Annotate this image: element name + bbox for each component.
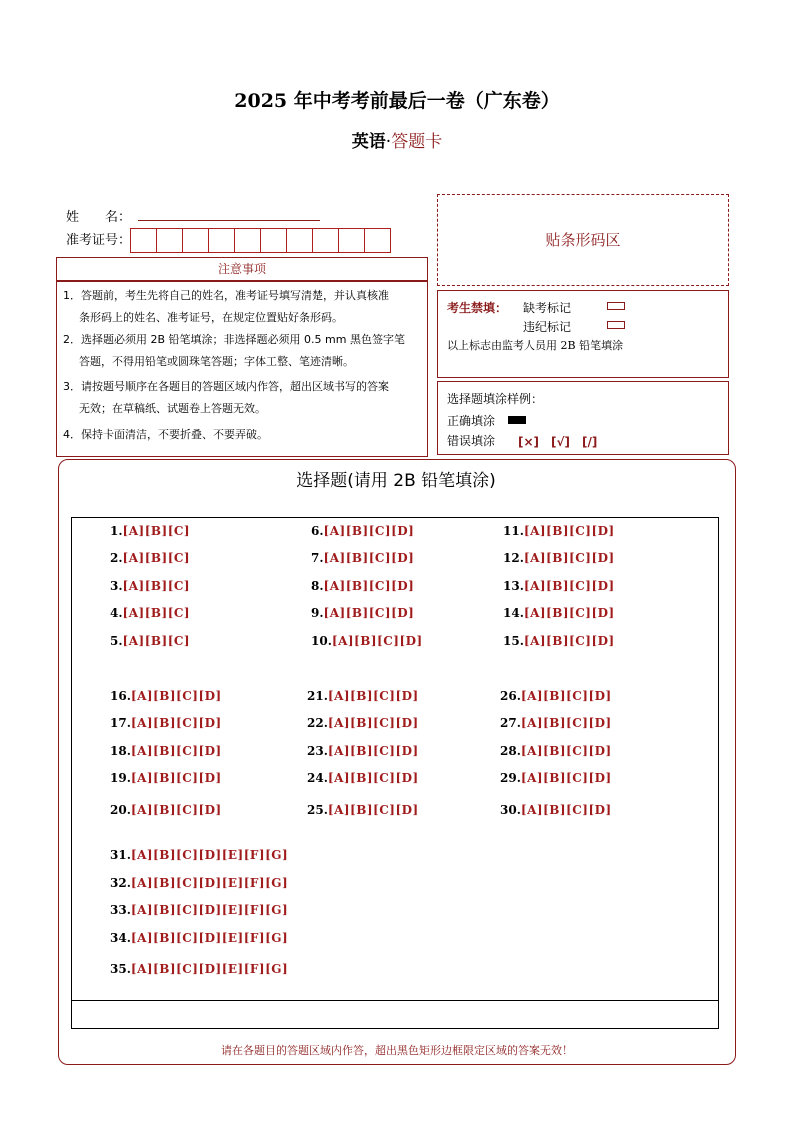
footer-warning: 请在各题目的答题区域内作答，超出黑色矩形边框限定区域的答案无效！	[221, 1044, 573, 1057]
question-number: 7.	[311, 551, 324, 565]
answer-options[interactable]: [A][B][C][D]	[327, 689, 419, 703]
question-number: 17.	[110, 716, 131, 730]
question-number: 27.	[500, 716, 521, 730]
answer-options[interactable]: [A][B][C][D][E][F][G]	[130, 962, 289, 976]
question-18[interactable]	[110, 744, 222, 758]
question-number: 11.	[503, 524, 524, 538]
question-number: 33.	[110, 903, 131, 917]
answer-options[interactable]: [A][B][C][D]	[323, 606, 415, 620]
barcode-area: 贴条形码区	[437, 194, 729, 286]
answer-options[interactable]: [A][B][C][D]	[130, 744, 222, 758]
answer-options[interactable]: [A][B][C][D][E][F][G]	[130, 848, 289, 862]
question-7[interactable]	[311, 551, 414, 565]
notice-line: 请按题号顺序在各题目的答题区域内作答，超出区域书写的答案	[81, 380, 389, 393]
answer-options[interactable]: [A][B][C][D]	[323, 551, 415, 565]
notice-line: 保持卡面清洁，不要折叠、不要弄破。	[81, 428, 268, 441]
question-number: 28.	[500, 744, 521, 758]
question-number: 14.	[503, 606, 524, 620]
absent-mark-box[interactable]	[607, 302, 625, 310]
subtitle-dot: ·	[385, 132, 392, 152]
answer-options[interactable]: [A][B][C][D]	[520, 803, 612, 817]
fill-sample-box	[437, 381, 729, 455]
question-number: 26.	[500, 689, 521, 703]
id-digit-box[interactable]	[260, 228, 287, 253]
page-title: 2025 年中考考前最后一卷（广东卷）	[234, 90, 560, 112]
notice-num: 4．	[63, 428, 81, 441]
question-1[interactable]	[110, 524, 190, 538]
question-number: 20.	[110, 803, 131, 817]
question-number: 9.	[311, 606, 324, 620]
question-number: 16.	[110, 689, 131, 703]
question-5[interactable]	[110, 634, 190, 648]
answer-options[interactable]: [A][B][C][D]	[323, 524, 415, 538]
question-28[interactable]	[500, 744, 612, 758]
id-digit-box[interactable]	[364, 228, 391, 253]
notice-line: 选择题必须用 2B 铅笔填涂；非选择题必须用 0.5 mm 黑色签字笔	[81, 333, 405, 346]
question-16[interactable]	[110, 689, 222, 703]
answer-divider	[71, 1000, 719, 1001]
notice-num: 3．	[63, 380, 81, 393]
answer-options[interactable]: [A][B][C]	[122, 606, 191, 620]
question-number: 10.	[311, 634, 332, 648]
question-30[interactable]	[500, 803, 612, 817]
notice-line: 无效；在草稿纸、试题卷上答题无效。	[79, 402, 266, 415]
forbidden-note: 以上标志由监考人员用 2B 铅笔填涂	[447, 339, 624, 352]
answer-options[interactable]: [A][B][C][D][E][F][G]	[130, 903, 289, 917]
question-12[interactable]	[503, 551, 615, 565]
question-number: 19.	[110, 771, 131, 785]
name-label: 姓 名：	[66, 210, 132, 225]
correct-label: 正确填涂	[447, 414, 496, 428]
question-32[interactable]	[110, 876, 288, 890]
id-digit-box[interactable]	[208, 228, 235, 253]
question-27[interactable]	[500, 716, 612, 730]
exam-id-label: 准考证号：	[66, 233, 132, 248]
question-number: 25.	[307, 803, 328, 817]
id-digit-box[interactable]	[130, 228, 157, 253]
question-number: 24.	[307, 771, 328, 785]
answer-options[interactable]: [A][B][C][D][E][F][G]	[130, 876, 289, 890]
answer-options[interactable]: [A][B][C][D]	[520, 689, 612, 703]
exam-id-boxes[interactable]	[130, 228, 390, 253]
notice-line: 条形码上的姓名、准考证号，在规定位置贴好条形码。	[79, 311, 343, 324]
question-23[interactable]	[307, 744, 419, 758]
answer-options[interactable]: [A][B][C][D]	[323, 579, 415, 593]
question-number: 13.	[503, 579, 524, 593]
question-14[interactable]	[503, 606, 615, 620]
violation-label: 违纪标记	[523, 320, 572, 334]
question-number: 35.	[110, 962, 131, 976]
question-8[interactable]	[311, 579, 414, 593]
section-title: 选择题(请用 2B 铅笔填涂)	[296, 471, 496, 491]
question-10[interactable]	[311, 634, 423, 648]
question-number: 18.	[110, 744, 131, 758]
question-number: 5.	[110, 634, 123, 648]
id-digit-box[interactable]	[182, 228, 209, 253]
answer-options[interactable]: [A][B][C][D]	[327, 803, 419, 817]
id-digit-box[interactable]	[156, 228, 183, 253]
question-6[interactable]	[311, 524, 414, 538]
forbidden-label: 考生禁填：	[447, 301, 508, 315]
question-number: 32.	[110, 876, 131, 890]
notice-num: 2．	[63, 333, 81, 346]
question-number: 3.	[110, 579, 123, 593]
notice-title: 注意事项	[56, 257, 428, 281]
notice-item-4	[63, 424, 423, 446]
answer-options[interactable]: [A][B][C][D]	[523, 606, 615, 620]
question-number: 12.	[503, 551, 524, 565]
answer-options[interactable]: [A][B][C][D]	[331, 634, 423, 648]
correct-fill-sample	[508, 416, 526, 424]
question-number: 15.	[503, 634, 524, 648]
question-2[interactable]	[110, 551, 190, 565]
question-3[interactable]	[110, 579, 190, 593]
question-11[interactable]	[503, 524, 615, 538]
name-field[interactable]	[138, 219, 320, 221]
answer-options[interactable]: [A][B][C][D]	[130, 689, 222, 703]
question-number: 6.	[311, 524, 324, 538]
notice-item-2	[63, 329, 423, 373]
answer-options[interactable]: [A][B][C][D]	[130, 771, 222, 785]
answer-options[interactable]: [A][B][C][D]	[523, 524, 615, 538]
question-number: 31.	[110, 848, 131, 862]
question-33[interactable]	[110, 903, 288, 917]
answer-options[interactable]: [A][B][C]	[122, 579, 191, 593]
answer-options[interactable]: [A][B][C][D]	[520, 771, 612, 785]
answer-options[interactable]: [A][B][C][D]	[520, 716, 612, 730]
answer-options[interactable]: [A][B][C][D]	[327, 716, 419, 730]
question-24[interactable]	[307, 771, 419, 785]
notice-item-1	[63, 285, 423, 329]
sample-title: 选择题填涂样例：	[447, 392, 544, 406]
answer-options[interactable]: [A][B][C][D]	[520, 744, 612, 758]
question-number: 4.	[110, 606, 123, 620]
wrong-label: 错误填涂	[447, 434, 496, 448]
question-number: 2.	[110, 551, 123, 565]
forbidden-box	[437, 290, 729, 378]
question-25[interactable]	[307, 803, 419, 817]
id-digit-box[interactable]	[234, 228, 261, 253]
notice-line: 答题，不得用铅笔或圆珠笔答题；字体工整、笔迹清晰。	[79, 355, 354, 368]
notice-line: 答题前，考生先将自己的姓名，准考证号填写清楚，并认真核准	[81, 289, 389, 302]
question-number: 1.	[110, 524, 123, 538]
answer-options[interactable]: [A][B][C][D][E][F][G]	[130, 931, 289, 945]
answer-options[interactable]: [A][B][C][D]	[523, 551, 615, 565]
answer-options[interactable]: [A][B][C][D]	[327, 744, 419, 758]
question-34[interactable]	[110, 931, 288, 945]
question-26[interactable]	[500, 689, 612, 703]
question-number: 21.	[307, 689, 328, 703]
answer-options[interactable]: [A][B][C]	[122, 524, 191, 538]
answer-options[interactable]: [A][B][C][D]	[523, 579, 615, 593]
question-35[interactable]	[110, 962, 288, 976]
question-number: 34.	[110, 931, 131, 945]
question-15[interactable]	[503, 634, 615, 648]
question-20[interactable]	[110, 803, 222, 817]
question-22[interactable]	[307, 716, 419, 730]
question-number: 22.	[307, 716, 328, 730]
id-digit-box[interactable]	[312, 228, 339, 253]
wrong-marks: [×] [√] [/]	[518, 435, 598, 449]
question-4[interactable]	[110, 606, 190, 620]
answer-options[interactable]: [A][B][C][D]	[523, 634, 615, 648]
answer-options[interactable]: [A][B][C][D]	[130, 716, 222, 730]
question-17[interactable]	[110, 716, 222, 730]
card-label: 答题卡	[391, 132, 443, 152]
subject-label: 英语	[351, 132, 386, 152]
violation-mark-box[interactable]	[607, 321, 625, 329]
answer-options[interactable]: [A][B][C]	[122, 551, 191, 565]
question-13[interactable]	[503, 579, 615, 593]
question-number: 8.	[311, 579, 324, 593]
notice-item-3	[63, 376, 423, 420]
question-number: 30.	[500, 803, 521, 817]
id-digit-box[interactable]	[286, 228, 313, 253]
answer-options[interactable]: [A][B][C]	[122, 634, 191, 648]
question-29[interactable]	[500, 771, 612, 785]
notice-num: 1．	[63, 289, 81, 302]
id-digit-box[interactable]	[338, 228, 365, 253]
notice-box	[56, 281, 428, 457]
question-19[interactable]	[110, 771, 222, 785]
page-subtitle	[0, 127, 794, 152]
absent-label: 缺考标记	[523, 301, 572, 315]
question-number: 29.	[500, 771, 521, 785]
answer-options[interactable]: [A][B][C][D]	[130, 803, 222, 817]
answer-options[interactable]: [A][B][C][D]	[327, 771, 419, 785]
question-21[interactable]	[307, 689, 419, 703]
question-9[interactable]	[311, 606, 414, 620]
question-31[interactable]	[110, 848, 288, 862]
question-number: 23.	[307, 744, 328, 758]
